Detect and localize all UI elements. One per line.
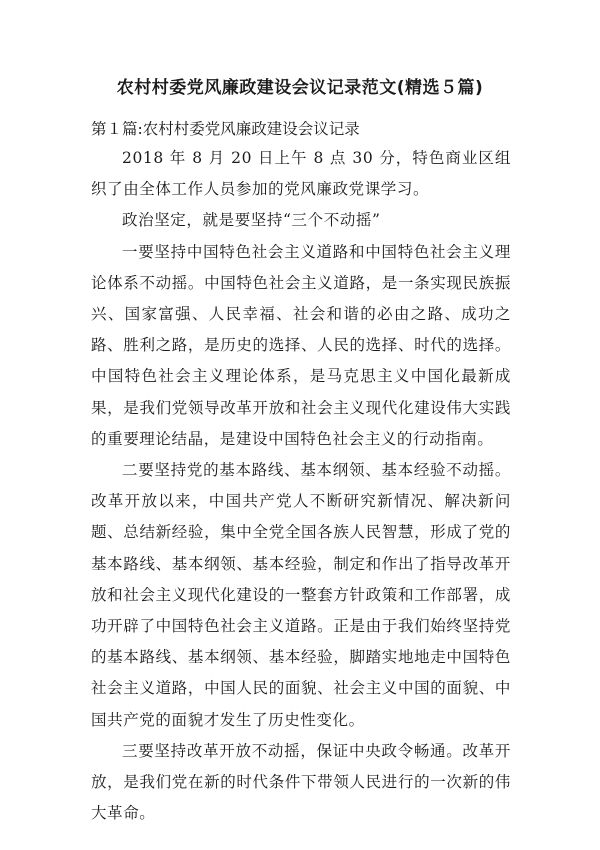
document-body (91, 143, 511, 829)
section-heading: 第１篇:农村村委党风廉政建设会议记录 (91, 120, 360, 138)
document-title: 农村村委党风廉政建设会议记录范文(精选５篇) (116, 78, 484, 98)
paragraph-first-principle: 一要坚持中国特色社会主义道路和中国特色社会主义理论体系不动摇。中国特色社会主义道路，是一条实现民族振兴、国家富强、人民幸福、社会和谐的必由之路、成功之路、胜利之路，是历史的选择、人民的选择、时代的选择。中国特色社会主义理论体系，是马克思主义中国化最新成果，是我们党领导改革开放和社会主义现代化建设伟大实践的重要理论结晶，是建设中国特色社会主义的行动指南。 (91, 242, 511, 448)
paragraph-second-principle: 二要坚持党的基本路线、基本纲领、基本经验不动摇。改革开放以来，中国共产党人不断研究新情况、解决新问题、总结新经验，集中全党全国各族人民智慧，形成了党的基本路线、基本纲领、基本经验，制定和作出了指导改革开放和社会主义现代化建设的一整套方针政策和工作部署，成功开辟了中国特色社会主义道路。正是由于我们始终坚持党的基本路线、基本纲领、基本经验，脚踏实地地走中国特色社会主义道路，中国人民的面貌、社会主义中国的面貌、中国共产党的面貌才发生了历史性变化。 (91, 461, 511, 729)
paragraph-third-principle: 三要坚持改革开放不动摇，保证中央政令畅通。改革开放，是我们党在新的时代条件下带领人民进行的一次新的伟大革命。 (91, 741, 511, 823)
paragraph-meeting-date: 2018 年 8 月 20 日上午 8 点 30 分，特色商业区组织了由全体工作人员参加的党风廉政党课学习。 (91, 149, 511, 199)
paragraph-political-firmness: 政治坚定，就是要坚持“三个不动摇” (122, 211, 381, 230)
